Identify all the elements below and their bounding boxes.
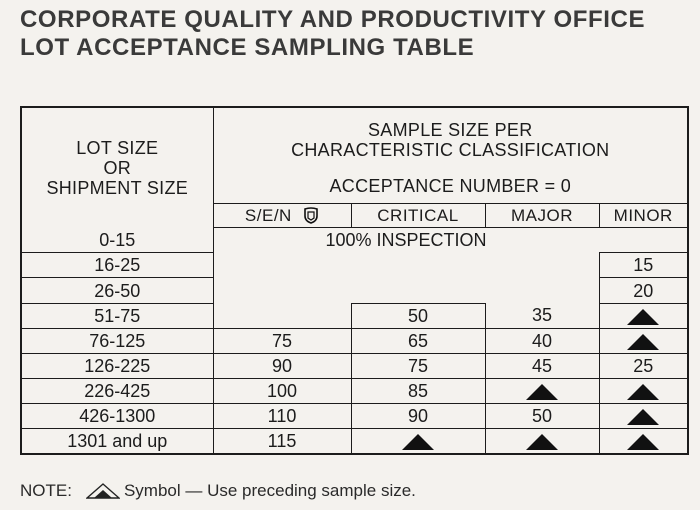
critical-cell: 85 xyxy=(351,379,485,404)
critical-cell: 65 xyxy=(351,328,485,353)
major-cell: 45 xyxy=(485,353,599,378)
triangle-symbol-icon xyxy=(86,483,120,499)
critical-cell xyxy=(351,429,485,454)
col-header-critical: CRITICAL xyxy=(351,204,485,228)
title-line-1: CORPORATE QUALITY AND PRODUCTIVITY OFFICE xyxy=(20,6,646,33)
table-row xyxy=(21,353,688,378)
minor-cell xyxy=(599,303,688,328)
minor-cell: 15 xyxy=(599,253,688,278)
sampling-table xyxy=(20,106,689,455)
lot-header-line-1: LOT SIZE xyxy=(76,137,159,158)
col-header-minor: MINOR xyxy=(599,204,688,228)
sample-header-line-1: SAMPLE SIZE PER xyxy=(367,120,533,140)
table-row xyxy=(21,404,688,429)
table-row xyxy=(21,429,688,454)
lot-size-header xyxy=(21,107,213,228)
lot-cell: 126-225 xyxy=(21,353,213,378)
table-row xyxy=(21,379,688,404)
full-inspection-cell xyxy=(213,228,599,303)
sample-header-line-2: CHARACTERISTIC CLASSIFICATION xyxy=(291,140,610,160)
major-cell xyxy=(485,379,599,404)
lot-header-line-2: OR xyxy=(103,157,132,178)
filled-triangle-icon xyxy=(627,409,659,425)
minor-cell xyxy=(599,429,688,454)
filled-triangle-icon xyxy=(526,384,558,400)
filled-triangle-icon xyxy=(627,434,659,450)
minor-cell xyxy=(599,328,688,353)
minor-cell xyxy=(599,228,688,253)
sen-cell: 110 xyxy=(213,404,351,429)
major-cell: 50 xyxy=(485,404,599,429)
col-header-sen-label: S/E/N xyxy=(244,205,292,225)
filled-triangle-icon xyxy=(402,434,434,450)
sen-cell: 90 xyxy=(213,353,351,378)
table-row xyxy=(21,328,688,353)
filled-triangle-icon xyxy=(627,384,659,400)
note-prefix: NOTE: xyxy=(20,481,72,500)
sampling-table-wrapper xyxy=(20,106,687,455)
table-row xyxy=(21,228,688,253)
header-row xyxy=(21,107,688,204)
lot-cell: 1301 and up xyxy=(21,429,213,454)
minor-cell: 20 xyxy=(599,278,688,303)
table-row xyxy=(21,303,688,328)
major-cell: 40 xyxy=(485,328,599,353)
full-inspection-label: 100% INSPECTION xyxy=(325,230,487,251)
sen-cell: 115 xyxy=(267,431,297,452)
minor-cell xyxy=(599,404,688,429)
critical-cell: 75 xyxy=(351,353,485,378)
col-header-major: MAJOR xyxy=(485,204,599,228)
lot-cell: 51-75 xyxy=(21,303,213,328)
sen-cell: 100 xyxy=(213,379,351,404)
critical-cell: 90 xyxy=(351,404,485,429)
filled-triangle-icon xyxy=(627,309,659,325)
lot-cell: 0-15 xyxy=(21,228,213,253)
minor-cell xyxy=(599,379,688,404)
sen-cell: 75 xyxy=(213,328,351,353)
lot-header-line-3: SHIPMENT SIZE xyxy=(46,177,189,198)
sen-cell xyxy=(213,303,351,328)
lot-cell: 426-1300 xyxy=(21,404,213,429)
filled-triangle-icon xyxy=(627,334,659,350)
footnote xyxy=(20,481,416,501)
acceptance-number: ACCEPTANCE NUMBER = 0 xyxy=(329,176,572,196)
note-text: Symbol — Use preceding sample size. xyxy=(123,481,416,500)
major-cell: 35 xyxy=(485,303,599,328)
lot-cell: 76-125 xyxy=(21,328,213,353)
col-header-sen xyxy=(213,204,351,228)
filled-triangle-icon xyxy=(526,434,558,450)
shield-icon xyxy=(303,207,319,224)
title-line-2: LOT ACCEPTANCE SAMPLING TABLE xyxy=(20,34,475,61)
minor-cell: 25 xyxy=(599,353,688,378)
lot-cell: 26-50 xyxy=(21,278,213,303)
lot-cell: 226-425 xyxy=(21,379,213,404)
critical-cell: 50 xyxy=(351,303,485,328)
lot-cell: 16-25 xyxy=(21,253,213,278)
major-cell xyxy=(485,429,599,454)
document-title xyxy=(20,6,645,62)
sample-size-header xyxy=(213,107,688,204)
